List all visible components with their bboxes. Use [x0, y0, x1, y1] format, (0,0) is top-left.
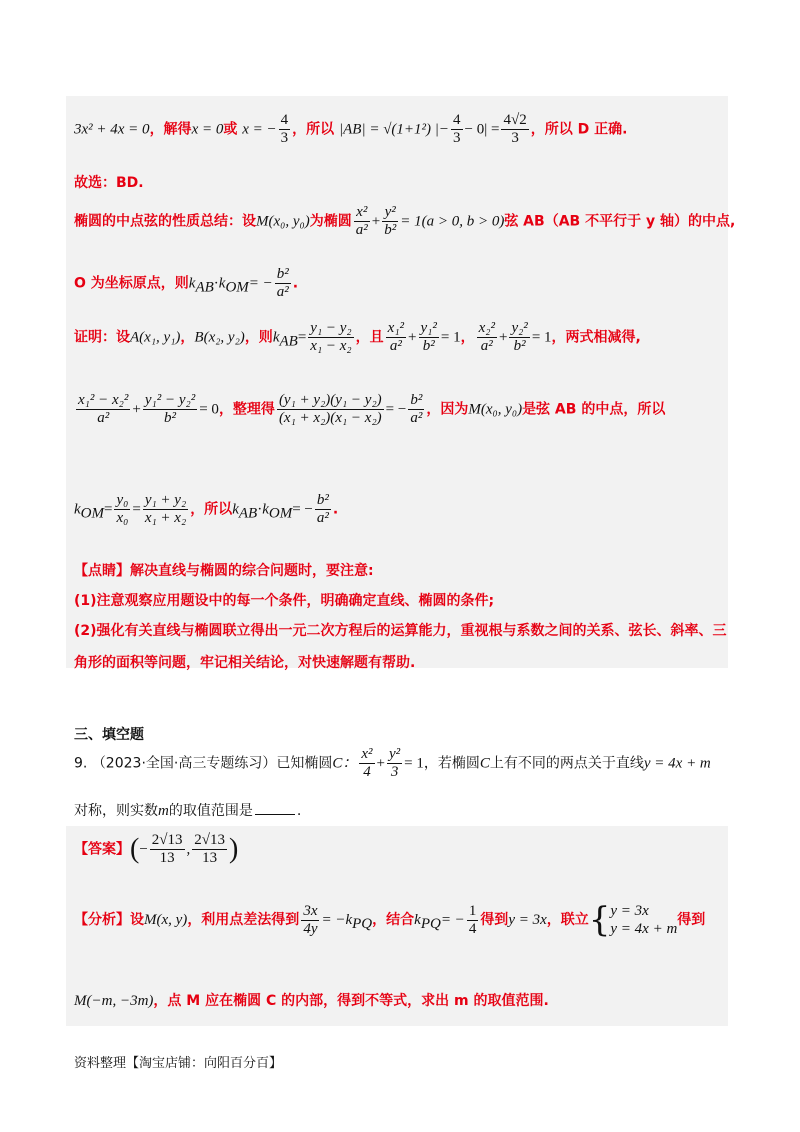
section-title: 三、填空题 — [74, 727, 144, 743]
choose-answer: 故选：BD. — [74, 175, 144, 191]
tip-title: 【点睛】解决直线与椭圆的综合问题时，要注意: — [74, 563, 374, 579]
proof-line-3: $k_{OM}=$ $\frac{\text{y₀}}{\text{x₀}}$ = $\frac{\text{y₁ + y₂}}{\text{x₁ + x₂}}$ ，所以$k_{AB}\cdot k_{OM}=$ − $\frac{\text{b²}}{\text{a²}}$ . — [74, 492, 339, 526]
answer-blank — [255, 814, 295, 815]
question-line-2: 对称，则实数m的取值范围是 . — [74, 803, 302, 819]
solution-box — [66, 96, 728, 668]
property-line-2: O 为坐标原点，则$k_{AB}\cdot k_{OM}=$ − $\frac{\text{b²}}{\text{a²}}$ . — [74, 266, 299, 300]
proof-line-2: $\frac{\text{x₁² − x₂²}}{\text{a²}}$ + $\frac{\text{y₁² − y₂²}}{\text{b²}}$ = 0，整理得 $\frac{\text{(y₁ + y₂)(y₁ − y₂)}}{\text{(x₁ + x₂)(x₁ − x₂)}}$ = − $\frac{\text{b²}}{\text{a²}}$ ，因为M(x₀, y₀)是弦 AB 的中点，所以 — [78, 392, 666, 426]
proof-line-1: 证明：设A(x₁, y₁)，B(x₂, y₂)，则$k_{AB}=$ $\frac{\text{y₁ − y₂}}{\text{x₁ − x₂}}$ ，且 $\frac{\text{x₁²}}{\text{a²}}$ + $\frac{\text{y₁²}}{\text{b²}}$ = 1， $\frac{\text{x₂²}}{\text{a²}}$ + $\frac{\text{y₂²}}{\text{b²}}$ = 1，两式相减得, — [74, 320, 641, 354]
property-line-1: 椭圆的中点弦的性质总结：设M(x₀, y₀)为椭圆 $\frac{\text{x²}}{\text{a²}}$ + $\frac{\text{y²}}{\text{b²}}$ = 1(a > 0, b > 0)弦 AB（AB 不平行于 y 轴）的中点, — [74, 204, 736, 238]
footer-text: 资料整理【淘宝店铺：向阳百分百】 — [74, 1056, 283, 1071]
tip-2a: (2)强化有关直线与椭圆联立得出一元二次方程后的运算能力，重视根与系数之间的关系、弦长、斜率、三 — [74, 623, 727, 639]
answer-line: 【答案】(− $\frac{2√13}{13}$ , $\frac{2√13}{13}$ ) — [74, 832, 239, 866]
analysis-line-1: 【分析】设M(x, y)，利用点差法得到 $\frac{3x}{4y}$ = $-k_{PQ}$，结合$k_{PQ}=$ − $\frac{1}{4}$ 得到y = 3x，联立{ y = 3x y = 4x + m 得到 — [74, 900, 706, 940]
tip-1: (1)注意观察应用题设中的每一个条件，明确确定直线、椭圆的条件; — [74, 593, 495, 609]
analysis-line-2: M(−m, −3m)，点 M 应在椭圆 C 的内部，得到不等式，求出 m 的取值范围. — [74, 993, 549, 1009]
solution-line-1: 3x² + 4x = 0，解得x = 0或 x = − $\frac{4}{3}$ ，所以 |AB| = √(1+1²) |− $\frac{4}{3}$ − 0| = $\frac{4√2}{3}$ ，所以 D 正确. — [74, 112, 628, 146]
tip-2b: 角形的面积等问题，牢记相关结论，对快速解题有帮助. — [74, 655, 416, 671]
answer-label: 【答案】 — [74, 841, 130, 858]
question-line-1: 9. （2023·全国·高三专题练习）已知椭圆C： $\frac{\text{x²}}{4}$ + $\frac{\text{y²}}{3}$ = 1，若椭圆C上有不同的两点关于直线y = 4x + m — [74, 746, 711, 780]
